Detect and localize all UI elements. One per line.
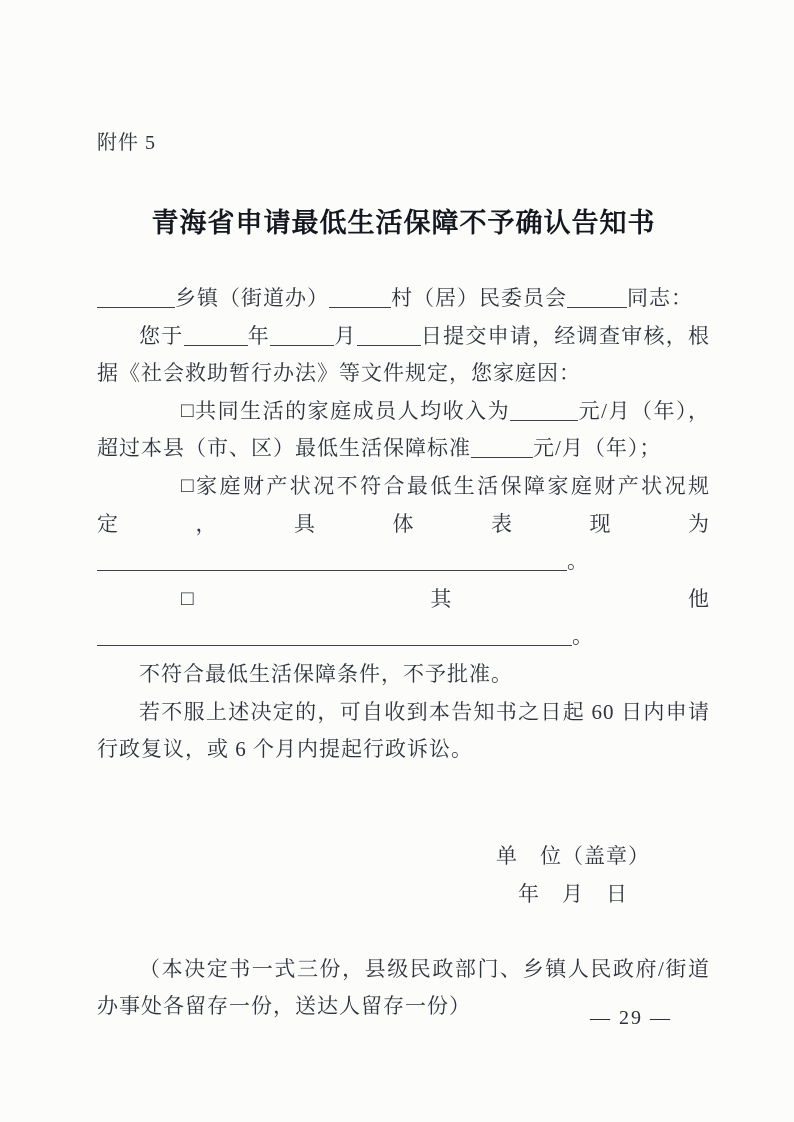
option-property-pre-text: 家庭财产状况不符合最低生活保障家庭财产状况规定，具体表现为	[97, 473, 710, 536]
appeal-paragraph: 若不服上述决定的，可自收到本告知书之日起 60 日内申请行政复议，或 6 个月内提起行政诉讼。	[97, 699, 710, 762]
day-blank	[357, 324, 421, 346]
checkbox-unchecked-icon: □	[181, 397, 195, 422]
checkbox-unchecked-icon: □	[181, 585, 195, 610]
village-suffix-text: 村（居）民委员会	[391, 286, 567, 310]
year-blank	[184, 324, 248, 346]
property-detail-blank	[97, 549, 567, 571]
document-body	[97, 280, 710, 769]
footnote-paragraph: （本决定书一式三份，县级民政部门、乡镇人民政府/街道办事处各留存一份，送达人留存一份）	[97, 956, 710, 1019]
option-income-post-text: 元/月（年）；	[533, 436, 662, 461]
signature-block	[496, 837, 650, 913]
signature-unit-line: 单 位（盖章）	[496, 843, 650, 868]
comrade-suffix-text: 同志：	[627, 286, 693, 310]
option-property-paragraph	[97, 468, 710, 581]
intro-year-text: 年	[247, 323, 271, 348]
intro-month-text: 月	[334, 323, 357, 348]
township-name-blank	[97, 286, 175, 308]
signature-date-line: 年 月 日	[518, 881, 628, 906]
option-income-paragraph	[97, 393, 710, 468]
comrade-name-blank	[567, 286, 627, 308]
page-number: — 29 —	[590, 1007, 672, 1029]
salutation-line	[97, 280, 710, 318]
intro-you-on-text: 您于	[139, 323, 184, 348]
option-other-post-text: 。	[572, 624, 594, 649]
option-other-paragraph	[97, 581, 710, 656]
option-income-mid-text: 元/月（年），超过本县（市、区）最低生活保障标准	[97, 398, 710, 461]
option-income-pre-text: 共同生活的家庭成员人均收入为	[194, 398, 511, 423]
option-property-post-text: 。	[567, 549, 589, 574]
intro-paragraph	[97, 318, 710, 393]
document-title: 青海省申请最低生活保障不予确认告知书	[151, 208, 656, 238]
intro-rest-text: 日提交申请，经调查审核，根据《社会救助暂行办法》等文件规定，您家庭因：	[97, 323, 711, 386]
township-suffix-text: 乡镇（街道办）	[175, 286, 329, 310]
attachment-label: 附件 5	[97, 132, 156, 154]
month-blank	[270, 324, 334, 346]
other-detail-blank	[97, 624, 572, 646]
checkbox-unchecked-icon: □	[181, 472, 195, 497]
village-name-blank	[329, 286, 391, 308]
standard-amount-blank	[471, 436, 533, 458]
conclusion-line: 不符合最低生活保障条件，不予批准。	[139, 661, 513, 686]
option-other-pre-text: 其他	[194, 586, 710, 611]
income-amount-blank	[510, 399, 578, 421]
